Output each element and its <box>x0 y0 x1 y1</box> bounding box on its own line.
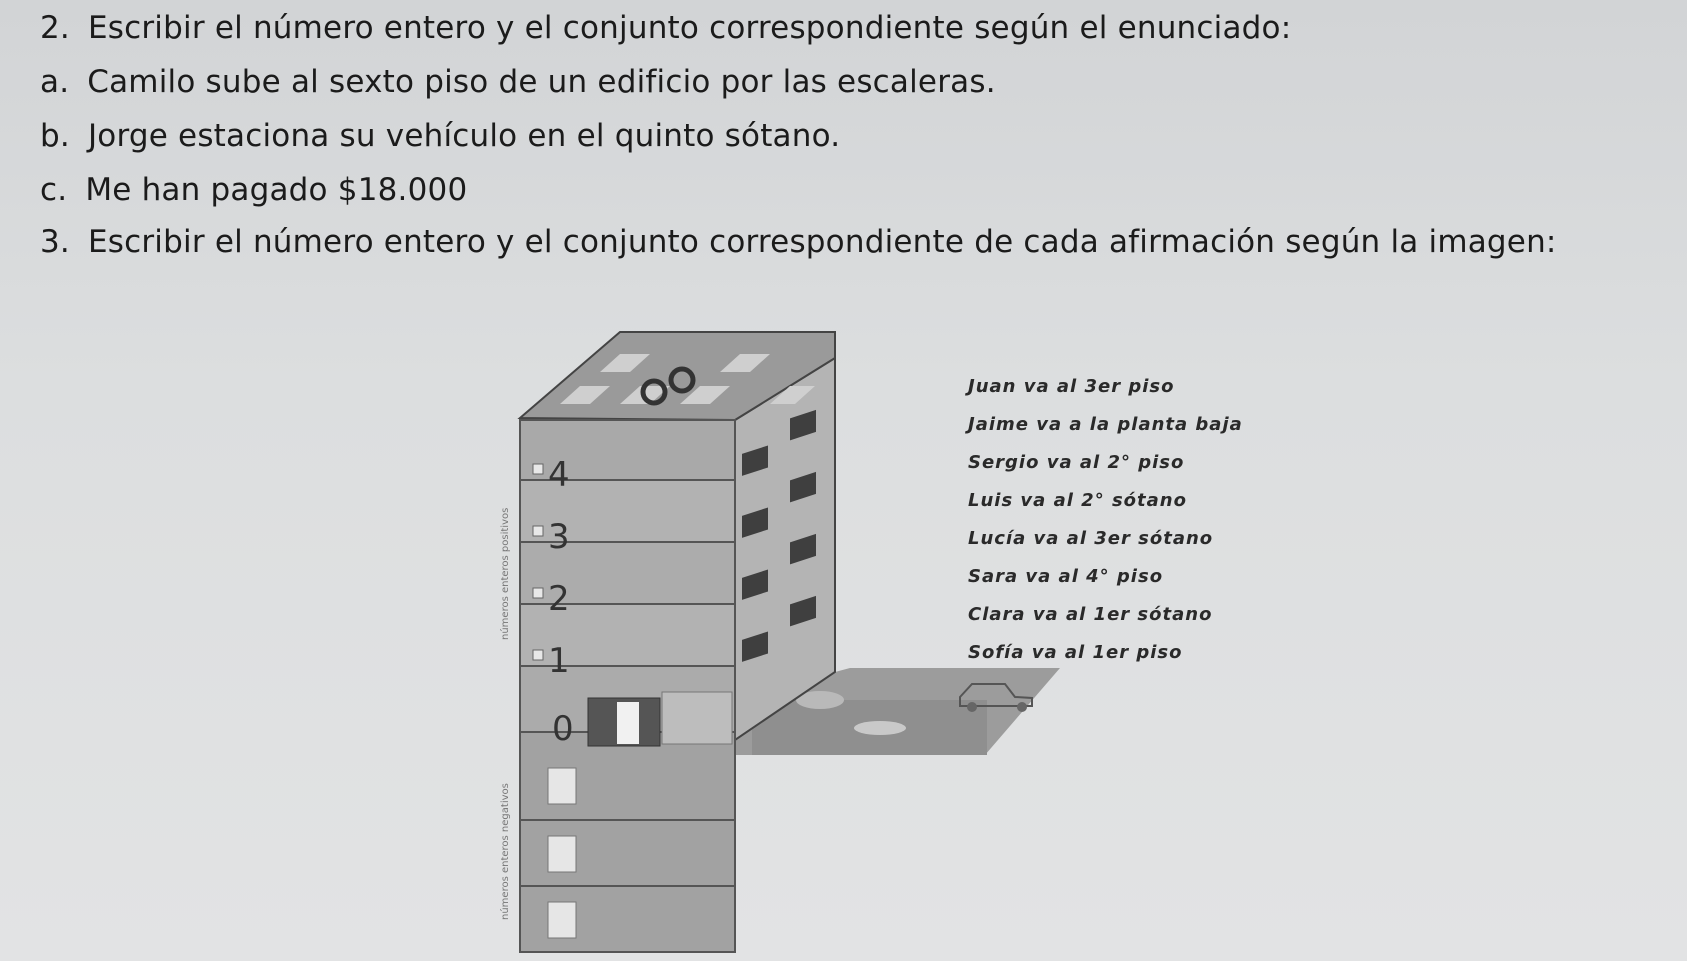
floor-1-label: 1 <box>548 641 570 681</box>
basement-boxes <box>548 768 576 938</box>
caption-sofia: Sofía va al 1er piso <box>968 642 1183 663</box>
positive-integers-caption: números enteros positivos <box>500 507 511 640</box>
item-c-text: Me han pagado $18.000 <box>85 172 468 208</box>
car-shadow <box>854 721 906 735</box>
item-a-text: Camilo sube al sexto piso de un edificio por las escaleras. <box>87 64 996 100</box>
exercise-2-number: 2. <box>40 10 70 46</box>
caption-clara: Clara va al 1er sótano <box>968 604 1213 625</box>
item-a-letter: a. <box>40 64 70 100</box>
entrance-door-icon <box>588 692 732 746</box>
exercise-3-number: 3. <box>40 224 70 260</box>
floor-3-label: 3 <box>548 517 570 557</box>
statements-list <box>965 376 1243 663</box>
negative-integers-caption: números enteros negativos <box>500 783 511 920</box>
caption-sara: Sara va al 4° piso <box>968 566 1164 587</box>
item-b-letter: b. <box>40 118 70 154</box>
building-side <box>735 358 835 740</box>
exercise-2-text: Escribir el número entero y el conjunto correspondiente según el enunciado: <box>87 10 1292 46</box>
exercise-3-text: Escribir el número entero y el conjunto correspondiente de cada afirmación según la imagen: <box>87 224 1557 260</box>
caption-juan: Juan va al 3er piso <box>968 376 1175 397</box>
caption-lucia: Lucía va al 3er sótano <box>968 528 1214 549</box>
floor-2-label: 2 <box>548 579 570 619</box>
item-c-letter: c. <box>40 172 68 208</box>
floor-4-label: 4 <box>548 455 570 495</box>
caption-jaime: Jaime va a la planta baja <box>968 414 1243 435</box>
floor-0-label: 0 <box>552 709 574 749</box>
caption-luis: Luis va al 2° sótano <box>968 490 1187 511</box>
caption-sergio: Sergio va al 2° piso <box>968 452 1185 473</box>
item-b-text: Jorge estaciona su vehículo en el quinto sótano. <box>87 118 841 154</box>
